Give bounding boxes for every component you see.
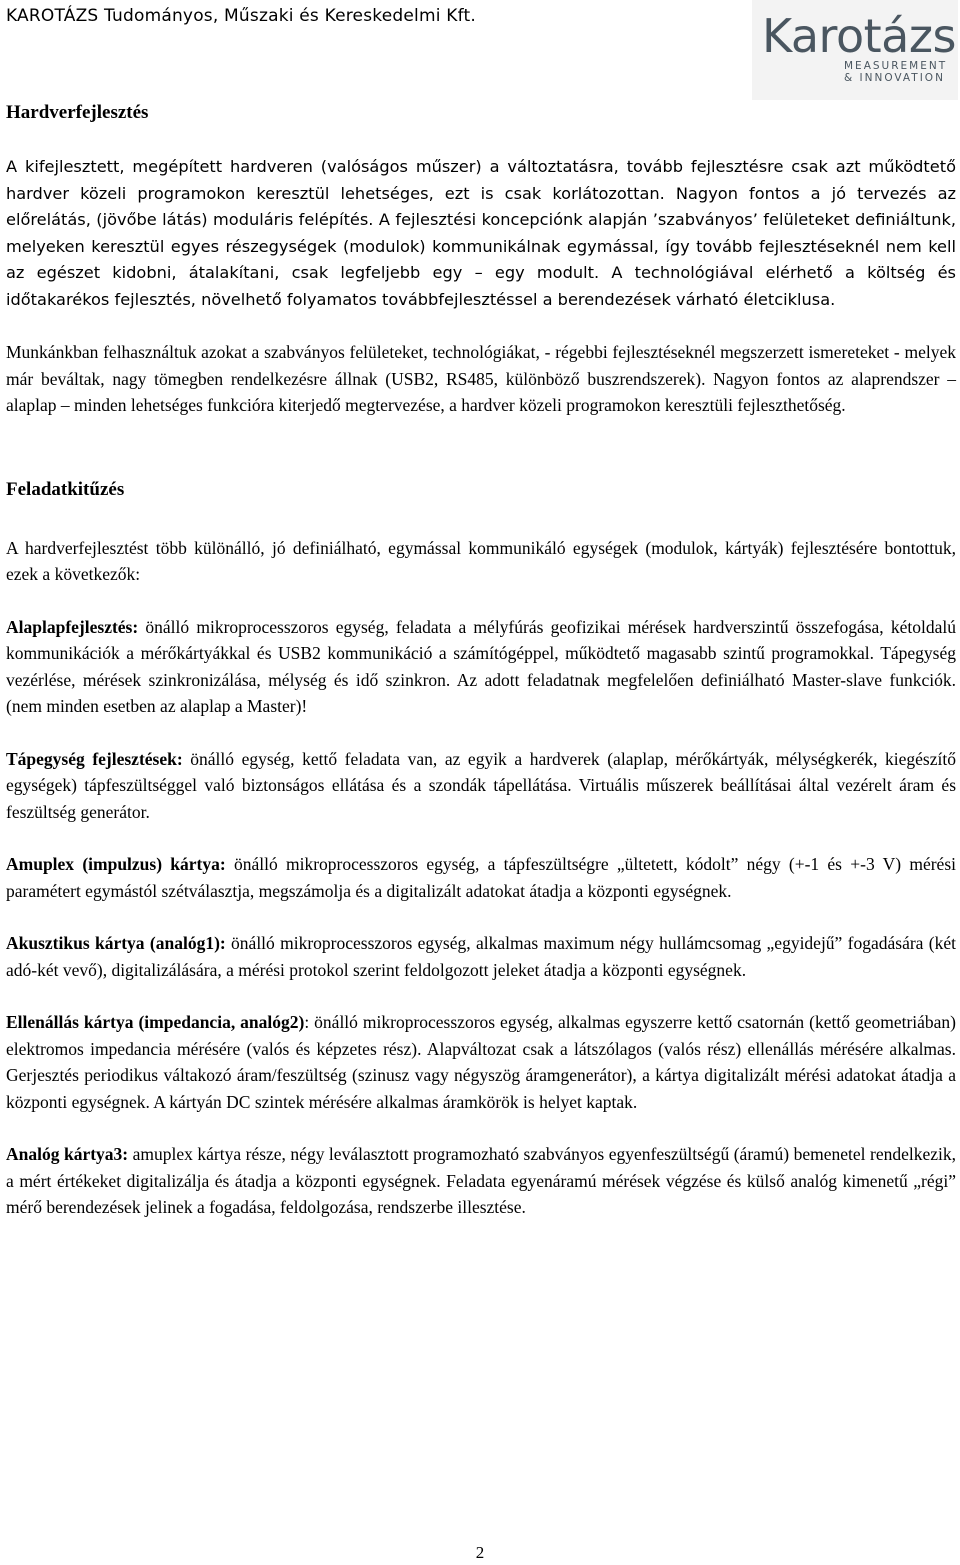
item-akusztikus [6, 930, 956, 983]
section-title-hardverfejlesztes: Hardverfejlesztés [6, 102, 149, 123]
item-tapegyseg [6, 746, 956, 826]
company-logo [752, 0, 958, 100]
company-name: KAROTÁZS Tudományos, Műszaki és Kereskedelmi Kft. [6, 6, 476, 26]
item-amuplex [6, 851, 956, 904]
item-text: önálló mikroprocesszoros egység, alkalmas maximum négy hullámcsomag „egyidejű” fogadására (két adó-két vevő), digitalizálására, a mérési protokol szerint feldolgozott jeleket átadja a központi egységnek. [6, 933, 956, 980]
item-alaplapfejlesztes [6, 614, 956, 720]
paragraph-intro-part1: A kifejlesztett, megépített hardveren (valóságos műszer) a változtatásra, tovább fejlesztésre csak azt működtető hardver közeli programokon keresztül lehetséges, ezt is csak korlátozottan. [6, 157, 956, 203]
logo-wordmark: Karotázs [762, 9, 956, 63]
logo-tagline-line2: & INNOVATION [844, 72, 945, 84]
item-term: Alaplapfejlesztés: [6, 616, 139, 637]
item-term: Ellenállás kártya (impedancia, analóg2) [6, 1012, 305, 1032]
item-text: : önálló mikroprocesszoros egység, alkalmas egyszerre kettő csatornán (kettő geometriában) elektromos impedancia mérésére (valós és képzetes rész). Alapváltozat csak a látszólagos (valós rész) ellenállás mérésére alkalmas. Gerjesztés periodikus váltakozó áram/feszültség (szinusz vagy négyszög áramgenerátor), a kártya digitalizált mérési adatokat átadja a központi egységnek. A kártyán DC szintek mérésére alkalmas áramkörök is helyet kaptak. [6, 1012, 957, 1112]
item-text: önálló egység, kettő feladata van, az egyik a hardverek (alaplap, mérőkártyák, mélységkerék, kiegészítő egységek) tápfeszültséggel való biztonságos ellátása és a szondák tápellátása. Virtuális műszerek beállításai által vezérelt áram és feszültség generátor. [6, 748, 956, 822]
item-term: Analóg kártya3: [6, 1144, 129, 1164]
document-body [6, 100, 956, 1221]
item-text: amuplex kártya része, négy leválasztott programozható szabványos egyenfeszültségű (áramú) bemenetel rendelkezik, a mért értékeket digitalizálja és átadja a központi egységnek. Feladata egyenáramú mérések végzése és külső analóg kimenetű „régi” mérő berendezések jelinek a fogadása, feldolgozása, rendszerbe illesztése. [6, 1144, 956, 1217]
page-number: 2 [475, 1543, 485, 1562]
paragraph-intro [6, 154, 956, 313]
item-analog3 [6, 1141, 956, 1221]
item-term: Tápegység fejlesztések: [6, 748, 183, 769]
item-ellenallas [6, 1009, 956, 1115]
item-term: Akusztikus kártya (analóg1): [6, 933, 226, 953]
item-term: Amuplex (impulzus) kártya: [6, 854, 226, 874]
section-title-feladatkituzes: Feladatkitűzés [6, 478, 125, 500]
logo-tagline-line1: MEASUREMENT [844, 60, 948, 72]
item-text: önálló mikroprocesszoros egység, a tápfeszültségre „ültetett, kódolt” négy (+-1 és +-3 V) mérési paramétert egymástól szétválasztja, megszámolja és a digitalizált adatokat átadja a központi egységnek. [6, 854, 956, 901]
paragraph-munkankban: Munkánkban felhasználtuk azokat a szabványos felületeket, technológiákat, - régebbi fejlesztéseknél megszerzett ismereteket - melyek már beváltak, nagy tömegben rendelkezésre állnak (USB2, RS485, különböző buszrendszerek). Nagyon fontos az alaprendszer – alaplap – minden lehetséges funkcióra kiterjedő megtervezése, a hardver közeli programokon keresztüli fejleszthetőség. [6, 342, 956, 415]
paragraph-intro-part2: Nagyon fontos a jó tervezés az előrelátás, (jövőbe látás) moduláris felépítés. A fejlesztési koncepciónk alapján ’szabványos’ felületeket definiáltunk, melyeken keresztül egyes részegységek (modulok) kommunikálnak egymással, így tovább fejlesztéseknél nem kell az egészet kidobni, átalakítani, csak legfeljebb egy – egy modult. A technológiával elérhető a költség és időtakarékos fejlesztés, növelhető folyamatos továbbfejlesztéssel a berendezések várható életciklusa. [6, 183, 956, 309]
paragraph-feladat-intro: A hardverfejlesztést több különálló, jó definiálható, egymással kommunikáló egységek (modulok, kártyák) fejlesztésére bontottuk, ezek a következők: [6, 537, 956, 584]
item-text: önálló mikroprocesszoros egység, feladata a mélyfúrás geofizikai mérések hardverszintű összefogása, kétoldalú kommunikációk a mérőkártyákkal és USB2 kommunikáció a számítógéppel, működtető magasabb szintű programokkal. Tápegység vezérlése, mérések szinkronizálása, mélység és idő szinkron. Az adott feladatnak megfelelően definiálható Master-slave funkciók. (nem minden esetben az alaplap a Master)! [6, 616, 956, 716]
